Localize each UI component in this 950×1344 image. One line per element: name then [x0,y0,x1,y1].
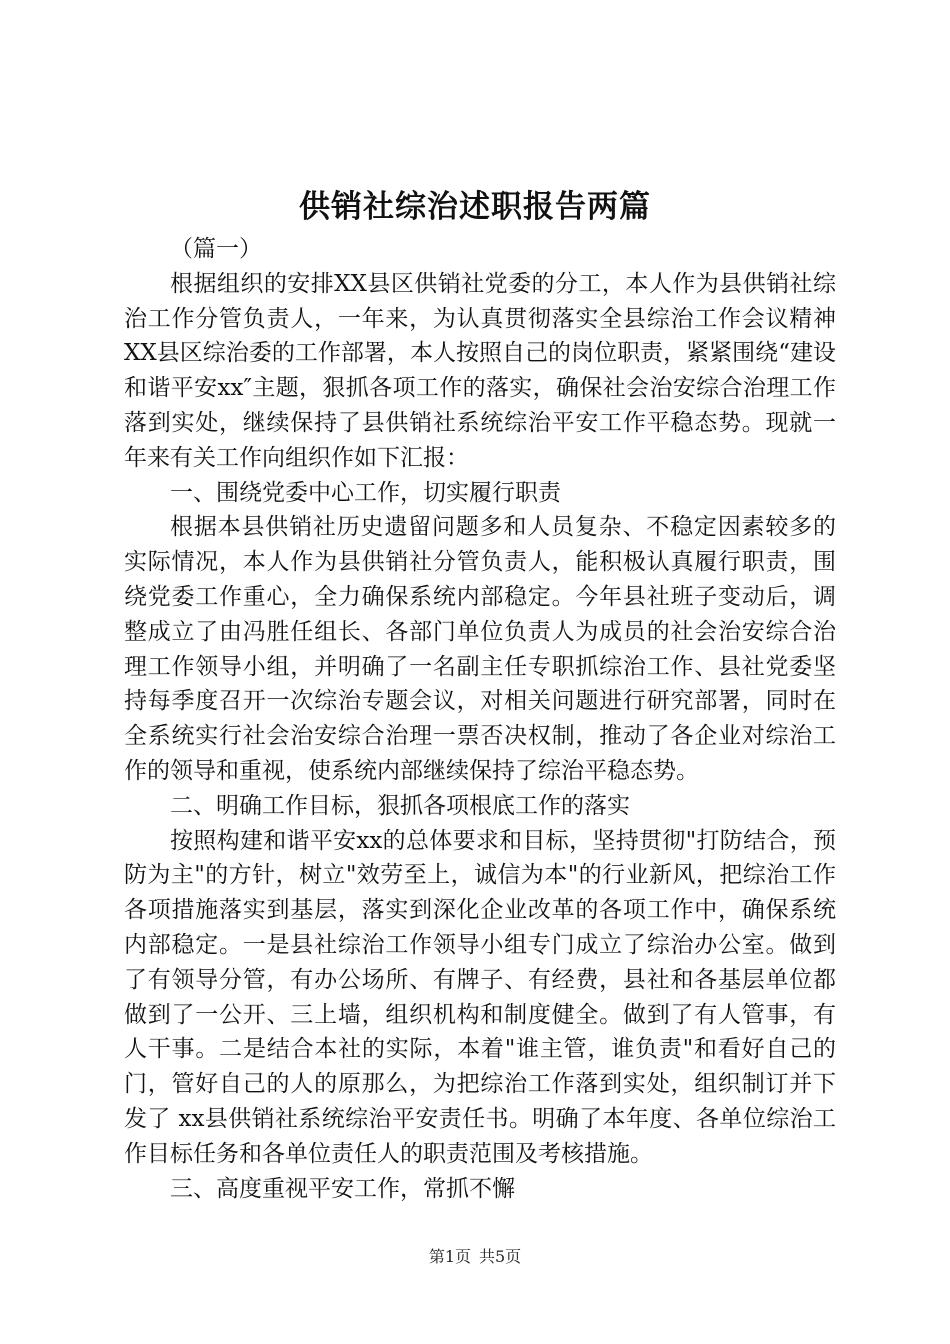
document-body [124,232,836,1206]
document-title: 供销社综治述职报告两篇 [299,189,651,225]
section-heading-1: 一、围绕党委中心工作，切实履行职责 [170,479,561,506]
section-heading-3: 三、高度重视平安工作，常抓不懈 [170,1175,515,1202]
part-label: （篇一） [170,236,262,262]
page-total: 共5页 [479,1247,522,1266]
page-footer [0,1245,950,1269]
paragraph-section-2: 按照构建和谐平安xx的总体要求和目标，坚持贯彻"打防结合，预防为主"的方针，树立"效劳至上，诚信为本"的行业新风，把综治工作各项措施落实到基层，落实到深化企业改革的各项工作中，确保系统内部稳定。一是县社综治工作领导小组专门成立了综治办公室。做到了有领导分管，有办公场所、有牌子、有经费，县社和各基层单位都做到了一公开、三上墙，组织机构和制度健全。做到了有人管事，有人干事。二是结合本社的实际，本着"谁主管，谁负责"和看好自己的门，管好自己的人的原那么，为把综治工作落到实处，组织制订并下发了 xx县供销社系统综治平安责任书。明确了本年度、各单位综治工作目标任务和各单位责任人的职责范围及考核措施。 [124,827,836,1167]
paragraph-intro: 根据组织的安排XX县区供销社党委的分工，本人作为县供销社综治工作分管负责人，一年来，为认真贯彻落实全县综治工作会议精神XX县区综治委的工作部署，本人按照自己的岗位职责，紧紧围绕“建设和谐平安xx″主题，狠抓各项工作的落实，确保社会治安综合治理工作落到实处，继续保持了县供销社系统综治平安工作平稳态势。现就一年来有关工作向组织作如下汇报： [124,270,836,471]
page-number: 第1页 [428,1247,471,1266]
paragraph-section-1: 根据本县供销社历史遗留问题多和人员复杂、不稳定因素较多的实际情况，本人作为县供销社分管负责人，能积极认真履行职责，围绕党委工作重心，全力确保系统内部稳定。今年县社班子变动后，调整成立了由冯胜任组长、各部门单位负责人为成员的社会治安综合治理工作领导小组，并明确了一名副主任专职抓综治工作、县社党委坚持每季度召开一次综治专题会议，对相关问题进行研究部署，同时在全系统实行社会治安综合治理一票否决权制，推动了各企业对综治工作的领导和重视，使系统内部继续保持了综治平稳态势。 [124,514,836,784]
section-heading-2: 二、明确工作目标，狠抓各项根底工作的落实 [170,792,630,819]
